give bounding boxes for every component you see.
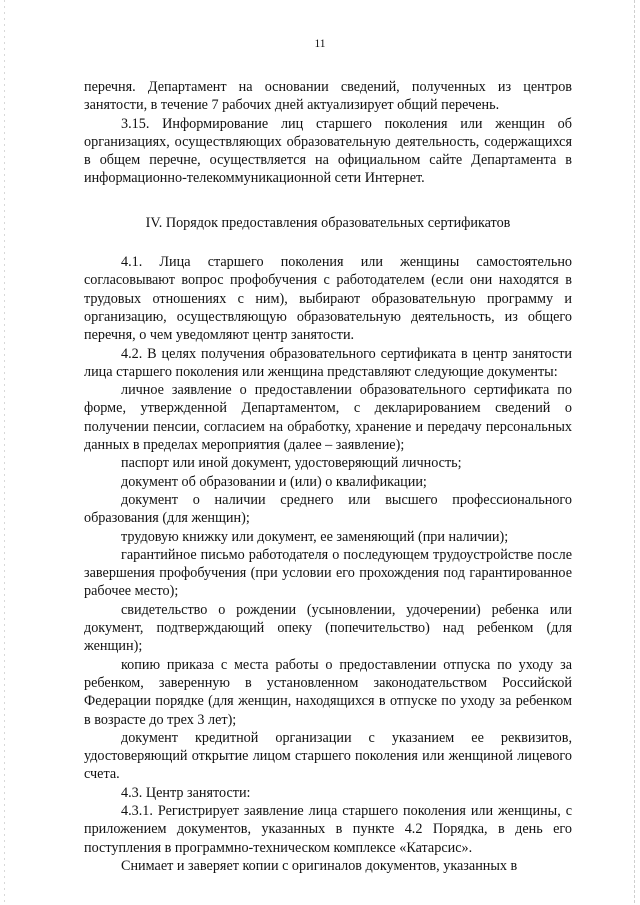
document-list-item: паспорт или иной документ, удостоверяющий личность;: [121, 455, 462, 472]
document-list-item: трудовую книжку или документ, ее заменяющий (при наличии);: [121, 528, 509, 545]
paragraph-4-3-1: 4.3.1. Регистрирует заявление лица старшего поколения или женщины, с приложением документов, указанных в пункте 4.2 Порядка, в день его поступления в программно-техническом комплексе «Катарсис».: [84, 802, 572, 856]
paragraph-4-1: 4.1. Лица старшего поколения или женщины самостоятельно согласовывают вопрос профобучения с работодателем (если они находятся в трудовых отношениях с ним), выбирают образовательную программу и организацию, осуществляющую образовательную деятельность, из общего перечня, о чем уведомляют центр занятости.: [84, 254, 572, 344]
page-number: 11: [314, 38, 326, 50]
scan-edge-right: [634, 0, 635, 905]
document-list-item: документ кредитной организации с указанием ее реквизитов, удостоверяющий открытие лицом старшего поколения или женщиной лицевого счета.: [84, 729, 572, 783]
document-list-item: документ об образовании и (или) о квалификации;: [121, 473, 427, 490]
paragraph-3-15: 3.15. Информирование лиц старшего поколения или женщин об организациях, осуществляющих образовательную деятельность, содержащихся в общем перечне, осуществляется на официальном сайте Департамента в информационно-телекоммуникационной сети Интернет.: [84, 115, 572, 187]
document-body: [84, 78, 572, 875]
document-list-item: документ о наличии среднего или высшего профессионального образования (для женщин);: [84, 491, 572, 527]
paragraph-continuation: перечня. Департамент на основании сведений, полученных из центров занятости, в течение 7 рабочих дней актуализирует общий перечень.: [84, 79, 572, 114]
document-list-item: личное заявление о предоставлении образовательного сертификата по форме, утвержденной Департаментом, с декларированием сведений о получении пенсии, согласием на обработку, хранение и передачу персональных данных в пределах мероприятия (далее – заявление);: [84, 382, 572, 454]
scan-edge-left: [4, 0, 5, 905]
document-list-item: свидетельство о рождении (усыновлении, удочерении) ребенка или документ, подтверждающий опеку (попечительство) над ребенком (для женщин);: [84, 601, 572, 655]
document-list-item: гарантийное письмо работодателя о последующем трудоустройстве после завершения профобучения (при условии его прохождения под гарантированное рабочее место);: [84, 546, 572, 600]
section-title: IV. Порядок предоставления образовательных сертификатов: [145, 214, 511, 231]
paragraph-continued: Снимает и заверяет копии с оригиналов документов, указанных в: [121, 857, 518, 874]
paragraph-4-2: 4.2. В целях получения образовательного сертификата в центр занятости лица старшего поколения или женщина представляют следующие документы:: [84, 345, 572, 380]
paragraph-4-3: 4.3. Центр занятости:: [121, 784, 251, 801]
document-list-item: копию приказа с места работы о предоставлении отпуска по уходу за ребенком, заверенную в установленном законодательством Российской Федерации порядке (для женщин, находящихся в отпуске по уходу за ребенком в возрасте до трех 3 лет);: [84, 656, 572, 728]
